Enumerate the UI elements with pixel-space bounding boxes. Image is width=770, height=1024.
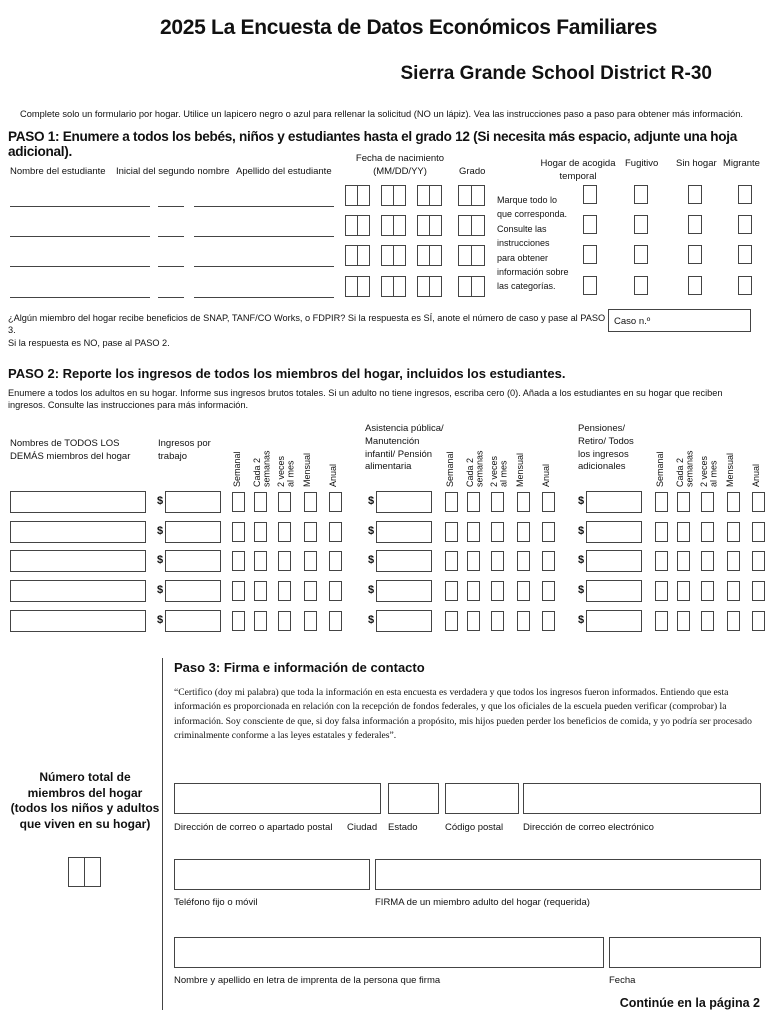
frequency-checkbox[interactable] bbox=[491, 522, 504, 542]
frequency-checkbox[interactable] bbox=[517, 492, 530, 512]
currency-symbol: $ bbox=[368, 584, 375, 596]
student-first-name-line[interactable] bbox=[10, 266, 150, 267]
col-middle-initial: Inicial del segundo nombre bbox=[116, 166, 230, 177]
mailing-address-label: Dirección de correo o apartado postal bbox=[174, 822, 333, 833]
birth-date-digit-box[interactable] bbox=[357, 245, 370, 266]
freq-monthly-label: Mensual bbox=[515, 452, 525, 487]
status-checkbox[interactable] bbox=[688, 245, 702, 264]
frequency-checkbox[interactable] bbox=[727, 611, 740, 631]
signature-label: FIRMA de un miembro adulto del hogar (requerida) bbox=[375, 897, 590, 908]
continue-page-2: Continúe en la página 2 bbox=[619, 996, 760, 1010]
frequency-checkbox[interactable] bbox=[232, 581, 245, 601]
currency-symbol: $ bbox=[578, 495, 585, 507]
frequency-checkbox[interactable] bbox=[254, 551, 267, 571]
frequency-checkbox[interactable] bbox=[701, 581, 714, 601]
case-number-label: Caso n.º bbox=[614, 316, 651, 327]
member-name-field[interactable] bbox=[10, 550, 146, 572]
col-student-first-name: Nombre del estudiante bbox=[10, 166, 106, 177]
step2-instructions: Enumere a todos los adultos en su hogar. Informe sus ingresos brutos totales. Si un adulto no tiene ingresos, escriba cero (0). Añada a los estudiantes en su hogar que reciben ingresos. Consulte las instrucciones para más información. bbox=[8, 388, 723, 411]
birth-date-digit-box[interactable] bbox=[357, 185, 370, 206]
income-amount-field[interactable] bbox=[376, 610, 432, 632]
student-first-name-line[interactable] bbox=[10, 297, 150, 298]
freq-weekly-label: Semanal bbox=[445, 451, 455, 487]
frequency-checkbox[interactable] bbox=[329, 492, 342, 512]
currency-symbol: $ bbox=[157, 554, 164, 566]
case-number-field[interactable] bbox=[608, 309, 751, 332]
income-amount-field[interactable] bbox=[165, 521, 221, 543]
frequency-checkbox[interactable] bbox=[445, 492, 458, 512]
freq-weekly-label: Semanal bbox=[655, 451, 665, 487]
city-label: Ciudad bbox=[347, 822, 378, 833]
frequency-checkbox[interactable] bbox=[701, 611, 714, 631]
income-amount-field[interactable] bbox=[165, 580, 221, 602]
frequency-checkbox[interactable] bbox=[329, 581, 342, 601]
frequency-checkbox[interactable] bbox=[655, 522, 668, 542]
frequency-checkbox[interactable] bbox=[329, 551, 342, 571]
frequency-checkbox[interactable] bbox=[445, 611, 458, 631]
assistance-question: ¿Algún miembro del hogar recibe beneficios de SNAP, TANF/CO Works, o FDPIR? Si la respuesta es SÍ, anote el número de caso y pase al PASO 3. Si la respuesta es NO, pase al PASO 2. bbox=[8, 313, 606, 348]
currency-symbol: $ bbox=[157, 614, 164, 626]
frequency-checkbox[interactable] bbox=[304, 581, 317, 601]
frequency-checkbox[interactable] bbox=[278, 581, 291, 601]
frequency-checkbox[interactable] bbox=[445, 551, 458, 571]
frequency-checkbox[interactable] bbox=[677, 492, 690, 512]
status-checkbox[interactable] bbox=[738, 276, 752, 295]
step1-heading: PASO 1: Enumere a todos los bebés, niños y estudiantes hasta el grado 12 (Si necesita más espacio, adjunte una hoja adicional). bbox=[8, 129, 737, 159]
frequency-checkbox[interactable] bbox=[752, 611, 765, 631]
student-middle-initial-line[interactable] bbox=[158, 297, 184, 298]
date-field[interactable] bbox=[609, 937, 761, 968]
frequency-checkbox[interactable] bbox=[727, 492, 740, 512]
email-field[interactable] bbox=[523, 783, 761, 814]
frequency-checkbox[interactable] bbox=[727, 522, 740, 542]
student-middle-initial-line[interactable] bbox=[158, 206, 184, 207]
total-members-label: Número total de miembros del hogar (todos los niños y adultos que viven en su hogar) bbox=[10, 770, 160, 831]
printed-name-field[interactable] bbox=[174, 937, 604, 968]
frequency-checkbox[interactable] bbox=[542, 492, 555, 512]
certification-statement: “Certifico (doy mi palabra) que toda la información en esta encuesta es verdadera y que todos los ingresos fueron informados. Entiendo que esta información es proporcionada en relación con la recepción de fondos federales, y que los oficiales de la escuela pueden verificar (comprobar) la información. Soy consciente de que, si doy falsa información a propósito, mis hijos pueden perder los beneficios de comida, y yo podría ser procesado criminalmente conforme a las leyes estatales y federales”. bbox=[174, 687, 752, 742]
income-amount-field[interactable] bbox=[165, 491, 221, 513]
frequency-checkbox[interactable] bbox=[517, 551, 530, 571]
student-last-name-line[interactable] bbox=[194, 266, 334, 267]
frequency-checkbox[interactable] bbox=[655, 581, 668, 601]
income-amount-field[interactable] bbox=[586, 610, 642, 632]
currency-symbol: $ bbox=[578, 584, 585, 596]
phone-field[interactable] bbox=[174, 859, 370, 890]
frequency-checkbox[interactable] bbox=[232, 611, 245, 631]
currency-symbol: $ bbox=[157, 495, 164, 507]
income-amount-field[interactable] bbox=[165, 610, 221, 632]
frequency-checkbox[interactable] bbox=[542, 522, 555, 542]
income-amount-field[interactable] bbox=[586, 580, 642, 602]
currency-symbol: $ bbox=[578, 525, 585, 537]
frequency-checkbox[interactable] bbox=[467, 551, 480, 571]
frequency-checkbox[interactable] bbox=[278, 551, 291, 571]
frequency-checkbox[interactable] bbox=[278, 522, 291, 542]
email-label: Dirección de correo electrónico bbox=[523, 822, 654, 833]
grade-digit-box[interactable] bbox=[471, 245, 485, 266]
frequency-checkbox[interactable] bbox=[467, 492, 480, 512]
col-last-name: Apellido del estudiante bbox=[236, 166, 332, 177]
student-last-name-line[interactable] bbox=[194, 236, 334, 237]
total-members-digit-2[interactable] bbox=[84, 857, 101, 887]
grade-digit-box[interactable] bbox=[458, 185, 472, 206]
frequency-checkbox[interactable] bbox=[727, 551, 740, 571]
currency-symbol: $ bbox=[157, 525, 164, 537]
col-foster: Hogar de acogida temporal bbox=[540, 158, 616, 182]
frequency-checkbox[interactable] bbox=[329, 611, 342, 631]
frequency-checkbox[interactable] bbox=[467, 581, 480, 601]
student-last-name-line[interactable] bbox=[194, 297, 334, 298]
frequency-checkbox[interactable] bbox=[232, 492, 245, 512]
birth-date-digit-box[interactable] bbox=[429, 276, 442, 297]
frequency-checkbox[interactable] bbox=[677, 522, 690, 542]
status-checkbox[interactable] bbox=[634, 185, 648, 204]
col-migrant: Migrante bbox=[723, 158, 760, 169]
frequency-checkbox[interactable] bbox=[655, 492, 668, 512]
frequency-checkbox[interactable] bbox=[491, 492, 504, 512]
freq-twice-monthly-label: 2 veces al mes bbox=[489, 455, 509, 487]
zip-label: Código postal bbox=[445, 822, 504, 833]
currency-symbol: $ bbox=[368, 554, 375, 566]
member-name-field[interactable] bbox=[10, 610, 146, 632]
frequency-checkbox[interactable] bbox=[752, 492, 765, 512]
freq-biweekly-label: Cada 2 semanas bbox=[465, 450, 485, 487]
income-amount-field[interactable] bbox=[376, 491, 432, 513]
frequency-checkbox[interactable] bbox=[278, 492, 291, 512]
col-grade: Grado bbox=[459, 166, 486, 177]
birth-date-digit-box[interactable] bbox=[393, 185, 406, 206]
frequency-checkbox[interactable] bbox=[517, 522, 530, 542]
member-name-field[interactable] bbox=[10, 491, 146, 513]
phone-label: Teléfono fijo o móvil bbox=[174, 897, 258, 908]
frequency-checkbox[interactable] bbox=[254, 611, 267, 631]
currency-symbol: $ bbox=[578, 614, 585, 626]
frequency-checkbox[interactable] bbox=[491, 551, 504, 571]
frequency-checkbox[interactable] bbox=[254, 581, 267, 601]
frequency-checkbox[interactable] bbox=[445, 522, 458, 542]
grade-digit-box[interactable] bbox=[471, 185, 485, 206]
currency-symbol: $ bbox=[368, 614, 375, 626]
district-name: Sierra Grande School District R-30 bbox=[400, 63, 712, 84]
freq-monthly-label: Mensual bbox=[725, 452, 735, 487]
birth-date-digit-box[interactable] bbox=[393, 276, 406, 297]
frequency-checkbox[interactable] bbox=[304, 611, 317, 631]
status-checkbox[interactable] bbox=[634, 276, 648, 295]
frequency-checkbox[interactable] bbox=[542, 611, 555, 631]
student-first-name-line[interactable] bbox=[10, 206, 150, 207]
income-amount-field[interactable] bbox=[586, 521, 642, 543]
frequency-checkbox[interactable] bbox=[542, 551, 555, 571]
grade-digit-box[interactable] bbox=[458, 245, 472, 266]
status-checkbox[interactable] bbox=[738, 185, 752, 204]
status-checkbox[interactable] bbox=[634, 245, 648, 264]
frequency-checkbox[interactable] bbox=[278, 611, 291, 631]
date-label: Fecha bbox=[609, 975, 636, 986]
frequency-checkbox[interactable] bbox=[467, 611, 480, 631]
birth-date-digit-box[interactable] bbox=[357, 215, 370, 236]
income-amount-field[interactable] bbox=[376, 521, 432, 543]
birth-date-digit-box[interactable] bbox=[393, 245, 406, 266]
freq-annual-label: Anual bbox=[328, 463, 338, 487]
status-checkbox[interactable] bbox=[688, 276, 702, 295]
freq-biweekly-label: Cada 2 semanas bbox=[252, 450, 272, 487]
frequency-checkbox[interactable] bbox=[677, 611, 690, 631]
col-pensions: Pensiones/ Retiro/ Todos los ingresos adicionales bbox=[578, 423, 634, 473]
grade-digit-box[interactable] bbox=[458, 276, 472, 297]
income-amount-field[interactable] bbox=[376, 580, 432, 602]
income-amount-field[interactable] bbox=[376, 550, 432, 572]
frequency-checkbox[interactable] bbox=[304, 492, 317, 512]
col-work-income: Ingresos por trabajo bbox=[158, 438, 211, 462]
step3-heading: Paso 3: Firma e información de contacto bbox=[174, 660, 425, 675]
freq-monthly-label: Mensual bbox=[302, 452, 312, 487]
currency-symbol: $ bbox=[368, 495, 375, 507]
student-last-name-line[interactable] bbox=[194, 206, 334, 207]
total-members-digit-1[interactable] bbox=[68, 857, 85, 887]
student-first-name-line[interactable] bbox=[10, 236, 150, 237]
member-name-field[interactable] bbox=[10, 580, 146, 602]
frequency-checkbox[interactable] bbox=[655, 551, 668, 571]
mailing-address-field[interactable] bbox=[174, 783, 381, 814]
frequency-checkbox[interactable] bbox=[467, 522, 480, 542]
frequency-checkbox[interactable] bbox=[254, 522, 267, 542]
grade-digit-box[interactable] bbox=[471, 215, 485, 236]
col-homeless: Sin hogar bbox=[676, 158, 717, 169]
student-middle-initial-line[interactable] bbox=[158, 236, 184, 237]
frequency-checkbox[interactable] bbox=[655, 611, 668, 631]
freq-twice-monthly-label: 2 veces al mes bbox=[276, 455, 296, 487]
income-amount-field[interactable] bbox=[165, 550, 221, 572]
col-birth-date: Fecha de nacimiento (MM/DD/YY) bbox=[355, 153, 445, 177]
income-amount-field[interactable] bbox=[586, 491, 642, 513]
col-public-assistance: Asistencia pública/ Manutención infantil/ Pensión alimentaria bbox=[365, 423, 444, 473]
status-checkbox[interactable] bbox=[634, 215, 648, 234]
birth-date-digit-box[interactable] bbox=[429, 245, 442, 266]
signature-field[interactable] bbox=[375, 859, 761, 890]
birth-date-digit-box[interactable] bbox=[429, 185, 442, 206]
student-middle-initial-line[interactable] bbox=[158, 266, 184, 267]
birth-date-digit-box[interactable] bbox=[357, 276, 370, 297]
frequency-checkbox[interactable] bbox=[304, 551, 317, 571]
frequency-checkbox[interactable] bbox=[727, 581, 740, 601]
status-checkbox[interactable] bbox=[738, 215, 752, 234]
frequency-checkbox[interactable] bbox=[701, 551, 714, 571]
frequency-checkbox[interactable] bbox=[491, 611, 504, 631]
frequency-checkbox[interactable] bbox=[701, 492, 714, 512]
freq-annual-label: Anual bbox=[541, 463, 551, 487]
income-amount-field[interactable] bbox=[586, 550, 642, 572]
freq-annual-label: Anual bbox=[751, 463, 761, 487]
mark-all-note: Marque todo lo que corresponda. Consulte las instrucciones para obtener información sobre las categorías. bbox=[497, 195, 569, 292]
frequency-checkbox[interactable] bbox=[254, 492, 267, 512]
frequency-checkbox[interactable] bbox=[329, 522, 342, 542]
status-checkbox[interactable] bbox=[738, 245, 752, 264]
frequency-checkbox[interactable] bbox=[517, 611, 530, 631]
step3-divider bbox=[162, 658, 163, 1010]
freq-weekly-label: Semanal bbox=[232, 451, 242, 487]
frequency-checkbox[interactable] bbox=[517, 581, 530, 601]
frequency-checkbox[interactable] bbox=[232, 551, 245, 571]
grade-digit-box[interactable] bbox=[458, 215, 472, 236]
state-label: Estado bbox=[388, 822, 418, 833]
status-checkbox[interactable] bbox=[688, 215, 702, 234]
status-checkbox[interactable] bbox=[688, 185, 702, 204]
col-other-members: Nombres de TODOS LOS DEMÁS miembros del hogar bbox=[10, 438, 131, 462]
state-field[interactable] bbox=[388, 783, 439, 814]
col-runaway: Fugitivo bbox=[625, 158, 659, 169]
frequency-checkbox[interactable] bbox=[752, 581, 765, 601]
frequency-checkbox[interactable] bbox=[491, 581, 504, 601]
member-name-field[interactable] bbox=[10, 521, 146, 543]
frequency-checkbox[interactable] bbox=[677, 581, 690, 601]
frequency-checkbox[interactable] bbox=[701, 522, 714, 542]
grade-digit-box[interactable] bbox=[471, 276, 485, 297]
zip-field[interactable] bbox=[445, 783, 519, 814]
general-instructions: Complete solo un formulario por hogar. Utilice un lapicero negro o azul para rellenar la solicitud (NO un lápiz). Vea las instrucciones paso a paso para obtener más información. bbox=[20, 109, 743, 119]
frequency-checkbox[interactable] bbox=[752, 551, 765, 571]
frequency-checkbox[interactable] bbox=[542, 581, 555, 601]
birth-date-digit-box[interactable] bbox=[429, 215, 442, 236]
frequency-checkbox[interactable] bbox=[304, 522, 317, 542]
currency-symbol: $ bbox=[368, 525, 375, 537]
printed-name-label: Nombre y apellido en letra de imprenta de la persona que firma bbox=[174, 975, 441, 986]
frequency-checkbox[interactable] bbox=[677, 551, 690, 571]
step2-heading: PASO 2: Reporte los ingresos de todos los miembros del hogar, incluidos los estudiantes. bbox=[8, 366, 566, 381]
frequency-checkbox[interactable] bbox=[232, 522, 245, 542]
freq-twice-monthly-label: 2 veces al mes bbox=[699, 455, 719, 487]
currency-symbol: $ bbox=[578, 554, 585, 566]
frequency-checkbox[interactable] bbox=[752, 522, 765, 542]
frequency-checkbox[interactable] bbox=[445, 581, 458, 601]
birth-date-digit-box[interactable] bbox=[393, 215, 406, 236]
freq-biweekly-label: Cada 2 semanas bbox=[675, 450, 695, 487]
form-title: 2025 La Encuesta de Datos Económicos Familiares bbox=[160, 16, 658, 39]
currency-symbol: $ bbox=[157, 584, 164, 596]
